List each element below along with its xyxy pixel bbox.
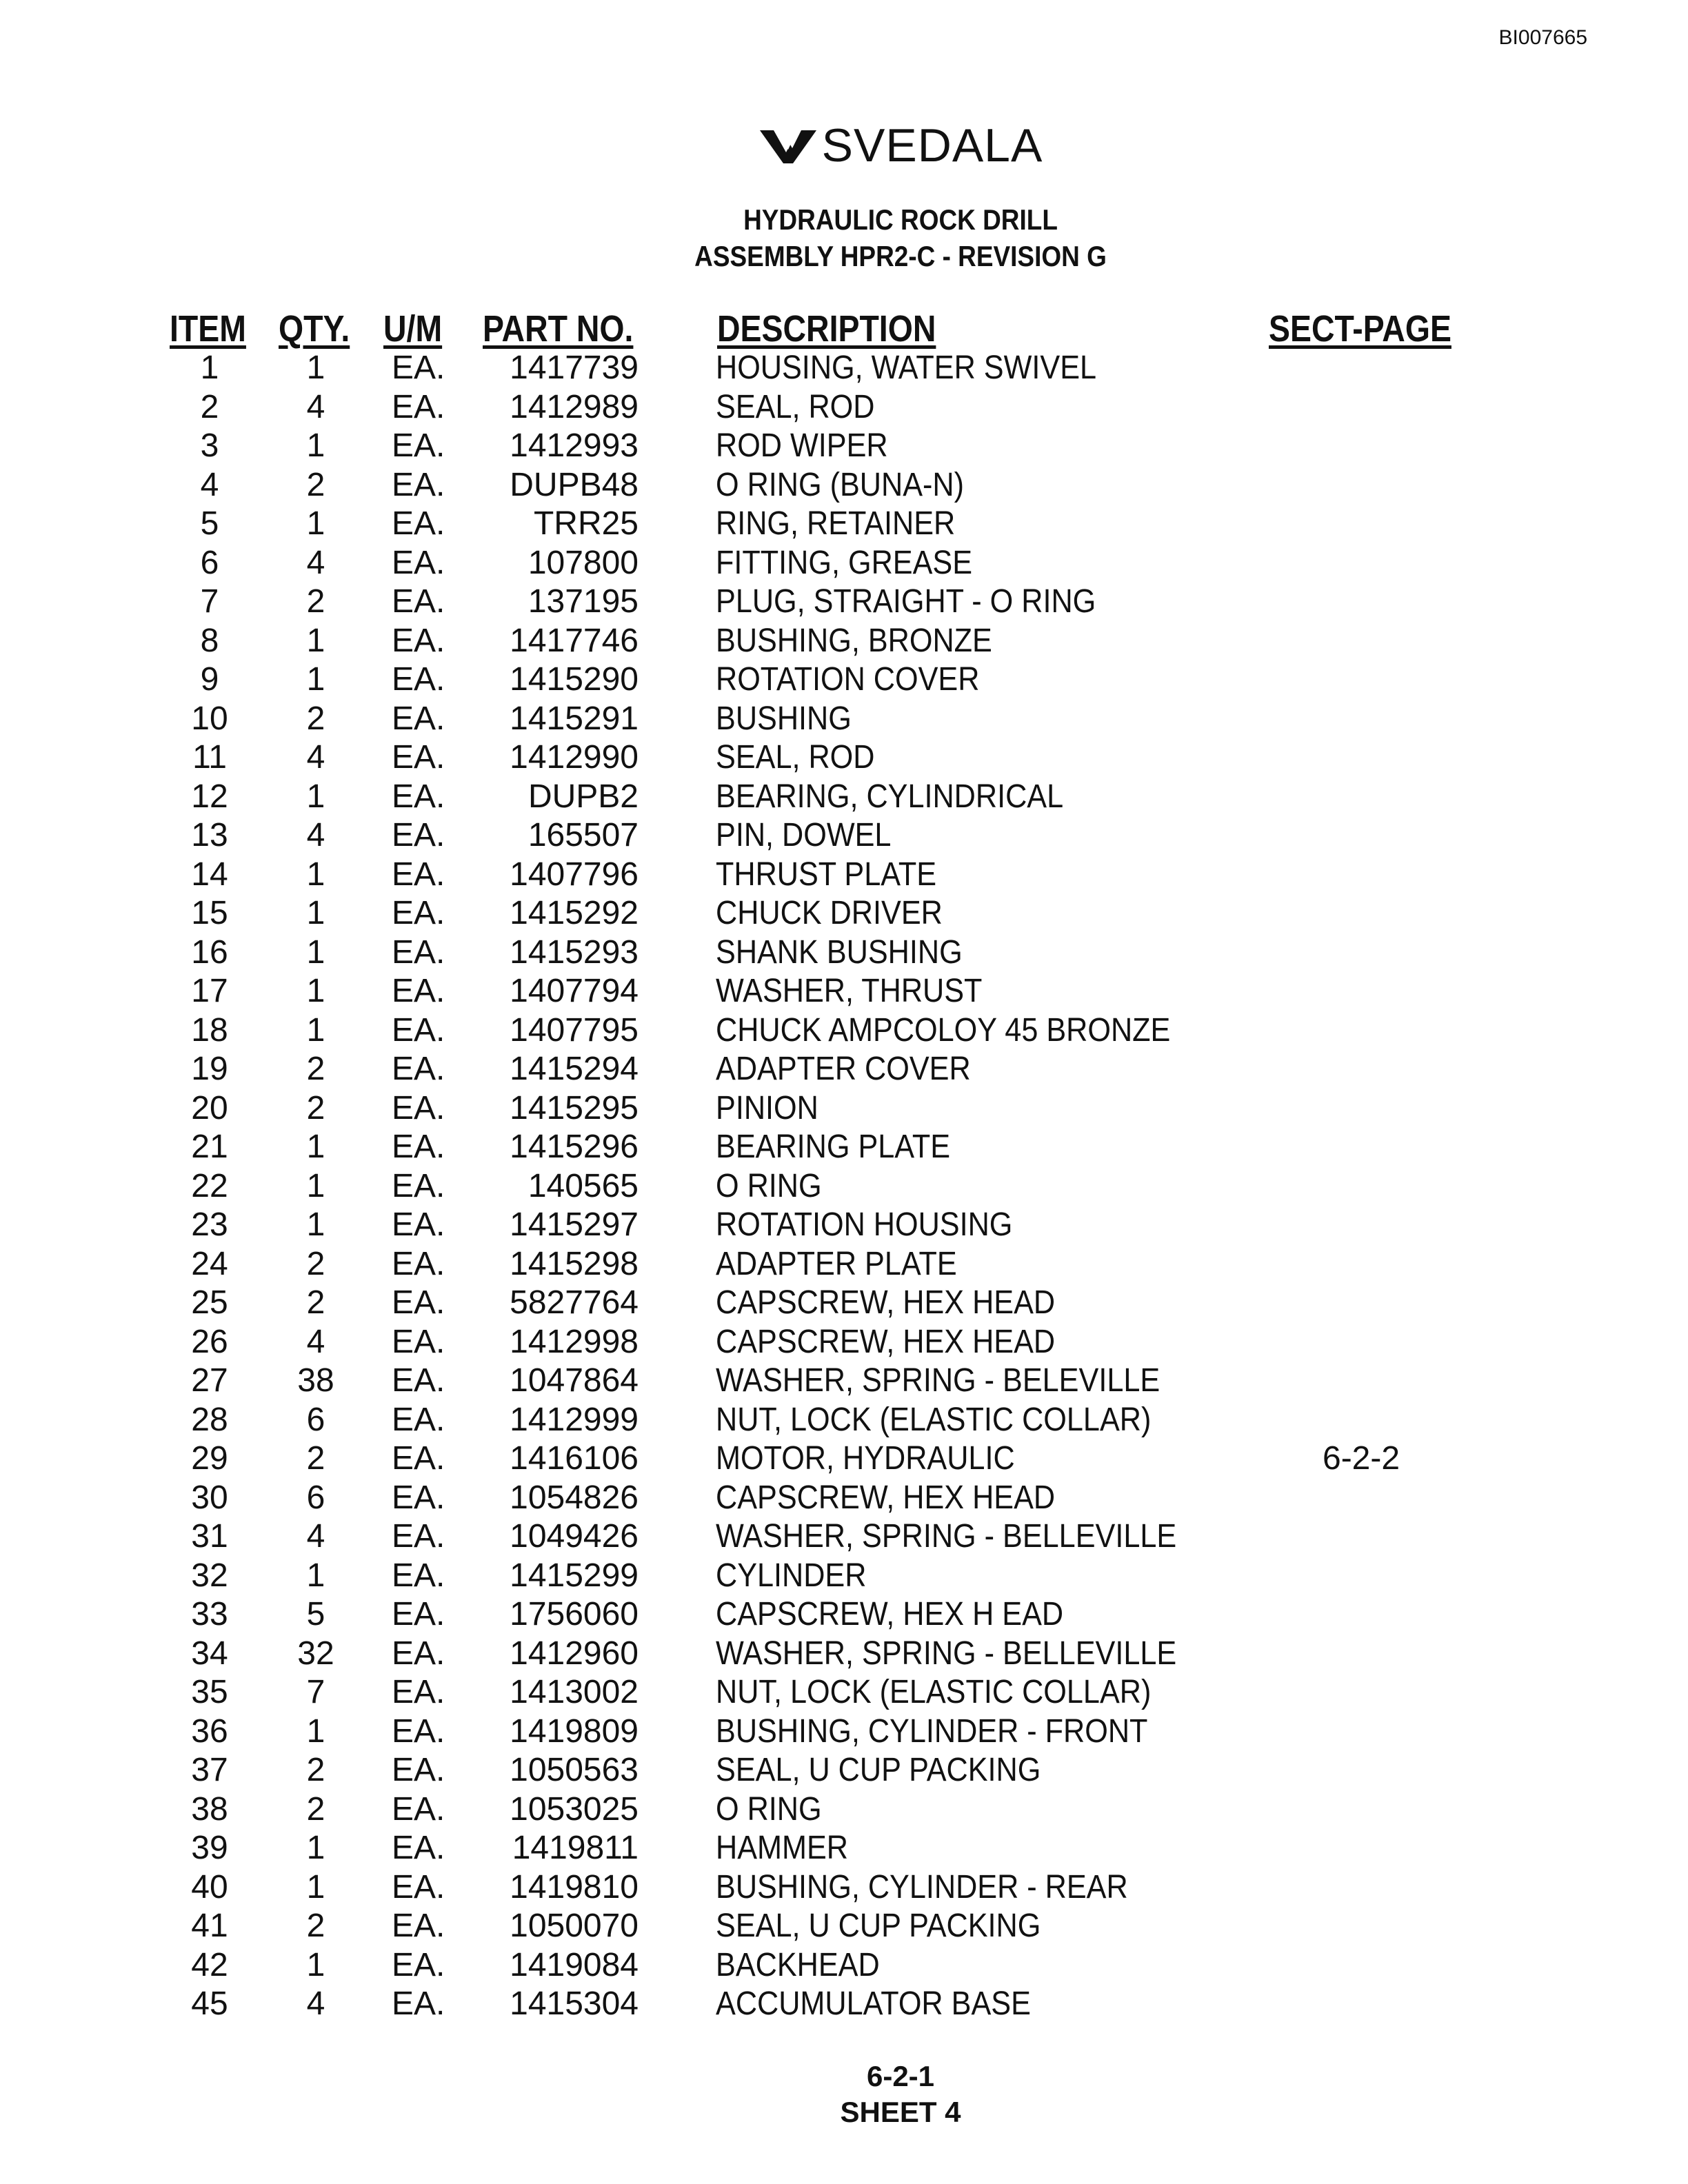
part-number-cell: 1407795: [510, 1011, 639, 1049]
qty-cell: 1: [306, 1167, 325, 1204]
page-number: 6-2-1: [866, 2060, 935, 2092]
part-number-cell: DUPB48: [510, 466, 639, 503]
qty-cell: 1: [306, 1557, 325, 1594]
qty-cell: 2: [306, 1440, 325, 1477]
um-cell: EA.: [392, 1051, 445, 1087]
item-cell: 25: [191, 1284, 228, 1321]
qty-cell: 6: [306, 1401, 325, 1438]
description-cell: CAPSCREW, HEX HEAD: [716, 1323, 1056, 1360]
um-cell: EA.: [392, 1440, 445, 1477]
part-number-cell: 1419809: [510, 1712, 639, 1750]
item-cell: 22: [191, 1167, 228, 1204]
table-row: [0, 505, 1688, 544]
part-number-cell: 1415297: [510, 1206, 639, 1243]
description-cell: NUT, LOCK (ELASTIC COLLAR): [716, 1401, 1152, 1438]
part-number-cell: 1417739: [510, 350, 639, 386]
table-row: [0, 1673, 1688, 1712]
part-number-cell: 1412990: [510, 739, 639, 776]
um-cell: EA.: [392, 1011, 445, 1049]
item-cell: 11: [192, 739, 227, 776]
um-cell: EA.: [392, 1596, 445, 1632]
part-number-cell: 1415290: [510, 661, 639, 698]
table-row: [0, 933, 1688, 973]
item-cell: 8: [200, 622, 219, 659]
table-row: [0, 1557, 1688, 1596]
description-cell: PINION: [716, 1089, 818, 1126]
description-cell: HAMMER: [716, 1830, 848, 1866]
qty-cell: 4: [306, 817, 325, 853]
qty-cell: 2: [306, 1790, 325, 1828]
description-cell: CHUCK DRIVER: [716, 895, 943, 931]
um-cell: EA.: [392, 1790, 445, 1828]
qty-cell: 1: [306, 1712, 325, 1750]
um-cell: EA.: [392, 350, 445, 386]
table-row: [0, 1011, 1688, 1051]
item-cell: 33: [191, 1596, 228, 1632]
qty-cell: 1: [306, 622, 325, 659]
qty-cell: 2: [306, 466, 325, 503]
qty-cell: 1: [306, 973, 325, 1009]
qty-cell: 4: [306, 544, 325, 581]
part-number-cell: 140565: [528, 1167, 639, 1204]
item-cell: 17: [191, 973, 228, 1009]
qty-cell: 4: [306, 388, 325, 425]
column-header-um: U/M: [383, 308, 443, 350]
table-row: [0, 1907, 1688, 1946]
item-cell: 24: [191, 1245, 228, 1282]
um-cell: EA.: [392, 1752, 445, 1788]
part-number-cell: 1053025: [510, 1790, 639, 1828]
table-row: [0, 1245, 1688, 1284]
table-row: [0, 1362, 1688, 1401]
um-cell: EA.: [392, 973, 445, 1009]
description-cell: BACKHEAD: [716, 1946, 880, 1983]
um-cell: EA.: [392, 1401, 445, 1438]
qty-cell: 1: [306, 505, 325, 542]
table-row: [0, 622, 1688, 661]
qty-cell: 4: [306, 1985, 325, 2022]
document-id: BI007665: [1498, 26, 1587, 49]
item-cell: 32: [191, 1557, 228, 1594]
table-row: [0, 1050, 1688, 1089]
qty-cell: 1: [306, 1011, 325, 1049]
um-cell: EA.: [392, 1479, 445, 1516]
um-cell: EA.: [392, 1323, 445, 1360]
item-cell: 39: [191, 1830, 228, 1866]
table-row: [0, 1712, 1688, 1752]
column-header-sect-page: SECT-PAGE: [1269, 308, 1451, 350]
description-cell: BUSHING, BRONZE: [716, 622, 992, 659]
qty-cell: 2: [306, 1908, 325, 1944]
part-number-cell: 1415295: [510, 1089, 639, 1126]
um-cell: EA.: [392, 1635, 445, 1672]
um-cell: EA.: [392, 739, 445, 776]
item-cell: 40: [191, 1868, 228, 1905]
item-cell: 29: [191, 1440, 228, 1477]
table-row: [0, 1829, 1688, 1868]
item-cell: 42: [191, 1946, 228, 1983]
description-cell: PLUG, STRAIGHT - O RING: [716, 583, 1096, 620]
item-cell: 34: [191, 1635, 228, 1672]
qty-cell: 1: [306, 1946, 325, 1983]
description-cell: NUT, LOCK (ELASTIC COLLAR): [716, 1674, 1152, 1710]
um-cell: EA.: [392, 1362, 445, 1399]
qty-cell: 2: [306, 583, 325, 620]
um-cell: EA.: [392, 505, 445, 542]
item-cell: 13: [191, 817, 228, 853]
um-cell: EA.: [392, 817, 445, 853]
qty-cell: 1: [306, 895, 325, 931]
um-cell: EA.: [392, 388, 445, 425]
table-row: [0, 660, 1688, 700]
description-cell: FITTING, GREASE: [716, 544, 973, 581]
item-cell: 27: [191, 1362, 228, 1399]
item-cell: 16: [191, 933, 228, 971]
table-row: [0, 1635, 1688, 1674]
um-cell: EA.: [392, 1674, 445, 1710]
document-subtitle: ASSEMBLY HPR2-C - REVISION G: [694, 240, 1107, 272]
um-cell: EA.: [392, 466, 445, 503]
part-number-cell: 1407794: [510, 973, 639, 1009]
qty-cell: 4: [306, 1323, 325, 1360]
description-cell: BUSHING, CYLINDER - FRONT: [716, 1712, 1148, 1750]
description-cell: CYLINDER: [716, 1557, 867, 1594]
qty-cell: 1: [306, 856, 325, 893]
description-cell: ROD WIPER: [716, 427, 888, 464]
table-row: [0, 1323, 1688, 1362]
um-cell: EA.: [392, 778, 445, 815]
qty-cell: 32: [297, 1635, 334, 1672]
part-number-cell: 1415293: [510, 933, 639, 971]
part-number-cell: 165507: [528, 817, 639, 853]
description-cell: O RING (BUNA-N): [716, 466, 964, 503]
table-row: [0, 894, 1688, 933]
item-cell: 21: [191, 1129, 228, 1165]
description-cell: ROTATION COVER: [716, 661, 980, 698]
part-number-cell: 5827764: [510, 1284, 639, 1321]
description-cell: PIN, DOWEL: [716, 817, 892, 853]
um-cell: EA.: [392, 661, 445, 698]
qty-cell: 1: [306, 350, 325, 386]
item-cell: 23: [191, 1206, 228, 1243]
part-number-cell: 1415298: [510, 1245, 639, 1282]
description-cell: SEAL, ROD: [716, 388, 875, 425]
part-number-cell: 1415304: [510, 1985, 639, 2022]
qty-cell: 2: [306, 1051, 325, 1087]
table-row: [0, 466, 1688, 505]
um-cell: EA.: [392, 1518, 445, 1555]
description-cell: RING, RETAINER: [716, 505, 956, 542]
um-cell: EA.: [392, 856, 445, 893]
item-cell: 38: [191, 1790, 228, 1828]
qty-cell: 2: [306, 1245, 325, 1282]
description-cell: O RING: [716, 1790, 822, 1828]
um-cell: EA.: [392, 583, 445, 620]
qty-cell: 1: [306, 1868, 325, 1905]
part-number-cell: 1419810: [510, 1868, 639, 1905]
item-cell: 28: [191, 1401, 228, 1438]
column-header-description: DESCRIPTION: [717, 308, 936, 350]
item-cell: 30: [191, 1479, 228, 1516]
part-number-cell: 1412989: [510, 388, 639, 425]
table-row: [0, 1479, 1688, 1518]
item-cell: 15: [191, 895, 228, 931]
qty-cell: 1: [306, 427, 325, 464]
item-cell: 20: [191, 1089, 228, 1126]
um-cell: EA.: [392, 1167, 445, 1204]
description-cell: SEAL, U CUP PACKING: [716, 1752, 1041, 1788]
qty-cell: 1: [306, 778, 325, 815]
qty-cell: 4: [306, 739, 325, 776]
description-cell: WASHER, SPRING - BELEVILLE: [716, 1362, 1160, 1399]
qty-cell: 2: [306, 1089, 325, 1126]
part-number-cell: 1415294: [510, 1051, 639, 1087]
part-number-cell: 1412993: [510, 427, 639, 464]
part-number-cell: 1413002: [510, 1674, 639, 1710]
item-cell: 26: [191, 1323, 228, 1360]
item-cell: 1: [200, 350, 219, 386]
description-cell: O RING: [716, 1167, 822, 1204]
um-cell: EA.: [392, 1089, 445, 1126]
description-cell: SEAL, ROD: [716, 739, 875, 776]
item-cell: 4: [200, 466, 219, 503]
qty-cell: 7: [306, 1674, 325, 1710]
table-row: [0, 544, 1688, 583]
table-row: [0, 1206, 1688, 1245]
qty-cell: 1: [306, 1830, 325, 1866]
table-row: [0, 1595, 1688, 1635]
sect-page-cell: 6-2-2: [1323, 1440, 1400, 1477]
column-header-qty: QTY.: [279, 308, 350, 350]
qty-cell: 2: [306, 700, 325, 737]
part-number-cell: 1412998: [510, 1323, 639, 1360]
item-cell: 37: [191, 1752, 228, 1788]
part-number-cell: TRR25: [533, 505, 639, 542]
um-cell: EA.: [392, 1712, 445, 1750]
item-cell: 7: [200, 583, 219, 620]
description-cell: CAPSCREW, HEX HEAD: [716, 1284, 1056, 1321]
column-header-item: ITEM: [170, 308, 246, 350]
qty-cell: 1: [306, 661, 325, 698]
description-cell: CAPSCREW, HEX H EAD: [716, 1596, 1064, 1632]
um-cell: EA.: [392, 1284, 445, 1321]
table-row: [0, 1089, 1688, 1129]
table-row: [0, 1985, 1688, 2024]
item-cell: 5: [200, 505, 219, 542]
part-number-cell: 1415292: [510, 895, 639, 931]
um-cell: EA.: [392, 700, 445, 737]
table-row: [0, 349, 1688, 388]
column-header-part: PART NO.: [483, 308, 634, 350]
description-cell: CHUCK AMPCOLOY 45 BRONZE: [716, 1011, 1171, 1049]
description-cell: BEARING, CYLINDRICAL: [716, 778, 1064, 815]
part-number-cell: 1415296: [510, 1129, 639, 1165]
table-row: [0, 388, 1688, 427]
um-cell: EA.: [392, 544, 445, 581]
qty-cell: 5: [306, 1596, 325, 1632]
table-row: [0, 700, 1688, 739]
part-number-cell: 1419084: [510, 1946, 639, 1983]
qty-cell: 1: [306, 1129, 325, 1165]
table-row: [0, 738, 1688, 778]
description-cell: ADAPTER COVER: [716, 1051, 971, 1087]
part-number-cell: 1416106: [510, 1440, 639, 1477]
table-row: [0, 1128, 1688, 1167]
description-cell: WASHER, SPRING - BELLEVILLE: [716, 1635, 1177, 1672]
table-row: [0, 856, 1688, 895]
description-cell: ACCUMULATOR BASE: [716, 1985, 1031, 2022]
item-cell: 36: [191, 1712, 228, 1750]
description-cell: BEARING PLATE: [716, 1129, 951, 1165]
table-row: [0, 972, 1688, 1011]
part-number-cell: 1050070: [510, 1908, 639, 1944]
description-cell: ADAPTER PLATE: [716, 1245, 957, 1282]
description-cell: WASHER, THRUST: [716, 973, 983, 1009]
part-number-cell: 1047864: [510, 1362, 639, 1399]
item-cell: 2: [200, 388, 219, 425]
parts-table: [0, 349, 1688, 2024]
part-number-cell: 1415291: [510, 700, 639, 737]
qty-cell: 1: [306, 1206, 325, 1243]
item-cell: 19: [191, 1051, 228, 1087]
part-number-cell: 1756060: [510, 1596, 639, 1632]
item-cell: 6: [200, 544, 219, 581]
description-cell: ROTATION HOUSING: [716, 1206, 1013, 1243]
qty-cell: 1: [306, 933, 325, 971]
um-cell: EA.: [392, 1908, 445, 1944]
item-cell: 41: [191, 1908, 228, 1944]
um-cell: EA.: [392, 895, 445, 931]
qty-cell: 2: [306, 1284, 325, 1321]
item-cell: 45: [191, 1985, 228, 2022]
um-cell: EA.: [392, 1946, 445, 1983]
um-cell: EA.: [392, 1830, 445, 1866]
part-number-cell: 107800: [528, 544, 639, 581]
description-cell: CAPSCREW, HEX HEAD: [716, 1479, 1056, 1516]
item-cell: 31: [191, 1518, 228, 1555]
logo: [0, 119, 1688, 172]
part-number-cell: 1412960: [510, 1635, 639, 1672]
qty-cell: 38: [297, 1362, 334, 1399]
qty-cell: 4: [306, 1518, 325, 1555]
part-number-cell: 1412999: [510, 1401, 639, 1438]
table-row: [0, 816, 1688, 856]
table-row: [0, 427, 1688, 466]
part-number-cell: 1419811: [512, 1830, 639, 1866]
um-cell: EA.: [392, 1868, 445, 1905]
sheet-number: SHEET 4: [840, 2096, 961, 2128]
um-cell: EA.: [392, 622, 445, 659]
um-cell: EA.: [392, 1245, 445, 1282]
um-cell: EA.: [392, 1206, 445, 1243]
svedala-logo-mark-icon: [758, 125, 818, 166]
part-number-cell: 1417746: [510, 622, 639, 659]
document-title: HYDRAULIC ROCK DRILL: [743, 203, 1058, 236]
description-cell: SEAL, U CUP PACKING: [716, 1908, 1041, 1944]
um-cell: EA.: [392, 933, 445, 971]
table-row: [0, 1946, 1688, 1985]
table-row: [0, 1284, 1688, 1323]
part-number-cell: DUPB2: [528, 778, 639, 815]
item-cell: 35: [191, 1674, 228, 1710]
part-number-cell: 1049426: [510, 1518, 639, 1555]
table-row: [0, 1790, 1688, 1830]
description-cell: SHANK BUSHING: [716, 933, 963, 971]
um-cell: EA.: [392, 427, 445, 464]
item-cell: 9: [200, 661, 219, 698]
qty-cell: 2: [306, 1752, 325, 1788]
table-row: [0, 1401, 1688, 1440]
logo-text: SVEDALA: [821, 119, 1043, 172]
part-number-cell: 1415299: [510, 1557, 639, 1594]
description-cell: MOTOR, HYDRAULIC: [716, 1440, 1015, 1477]
item-cell: 12: [191, 778, 228, 815]
part-number-cell: 1407796: [510, 856, 639, 893]
part-number-cell: 1050563: [510, 1752, 639, 1788]
description-cell: WASHER, SPRING - BELLEVILLE: [716, 1518, 1177, 1555]
qty-cell: 6: [306, 1479, 325, 1516]
description-cell: HOUSING, WATER SWIVEL: [716, 350, 1097, 386]
item-cell: 10: [191, 700, 228, 737]
um-cell: EA.: [392, 1985, 445, 2022]
description-cell: THRUST PLATE: [716, 856, 937, 893]
table-row: [0, 1517, 1688, 1557]
table-row: [0, 1868, 1688, 1908]
description-cell: BUSHING, CYLINDER - REAR: [716, 1868, 1128, 1905]
table-row: [0, 583, 1688, 622]
item-cell: 3: [200, 427, 219, 464]
table-row: [0, 1439, 1688, 1479]
item-cell: 18: [191, 1011, 228, 1049]
table-row: [0, 1751, 1688, 1790]
um-cell: EA.: [392, 1129, 445, 1165]
table-row: [0, 778, 1688, 817]
part-number-cell: 137195: [528, 583, 639, 620]
item-cell: 14: [191, 856, 228, 893]
um-cell: EA.: [392, 1557, 445, 1594]
table-row: [0, 1167, 1688, 1206]
description-cell: BUSHING: [716, 700, 852, 737]
part-number-cell: 1054826: [510, 1479, 639, 1516]
